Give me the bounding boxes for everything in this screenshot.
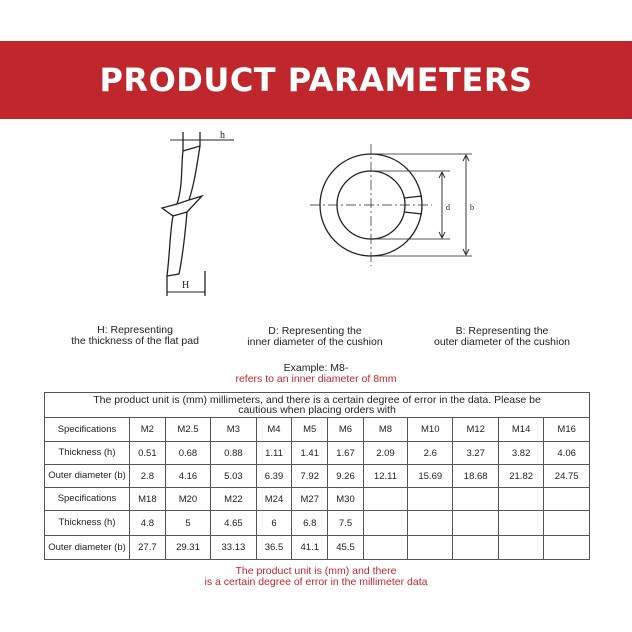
row-header: Thickness (h): [45, 442, 130, 465]
table-cell: [408, 488, 453, 511]
table-cell: M10: [408, 418, 453, 442]
caption-line: outer diameter of the cushion: [434, 336, 570, 348]
table-cell: 7.5: [328, 511, 364, 536]
table-cell: 0.51: [130, 442, 166, 465]
table-cell: [544, 536, 590, 560]
table-cell: M2.5: [165, 418, 210, 442]
table-row: [45, 511, 590, 536]
row-header: Specifications: [45, 418, 130, 442]
table-cell: M24: [256, 488, 292, 511]
table-cell: [498, 511, 543, 536]
table-cell: M18: [130, 488, 166, 511]
table-cell: [498, 488, 543, 511]
table-cell: 3.82: [498, 442, 543, 465]
dimension-h-label: h: [220, 130, 225, 141]
table-cell: M2: [130, 418, 166, 442]
footnote-line: is a certain degree of error in the millimeter data: [204, 576, 428, 588]
caption-line: inner diameter of the cushion: [247, 336, 383, 348]
table-cell: [453, 536, 498, 560]
table-cell: [408, 536, 453, 560]
row-header: Specifications: [45, 488, 130, 511]
footnote: [0, 566, 632, 588]
table-cell: 24.75: [544, 465, 590, 488]
table-row: [45, 418, 590, 442]
table-cell: M20: [165, 488, 210, 511]
table-cell: 2.09: [363, 442, 407, 465]
caption-line: H: Representing: [97, 324, 173, 336]
example-line: Example: M8-: [283, 362, 349, 374]
table-cell: 6.39: [256, 465, 292, 488]
row-header: Outer diameter (b): [45, 465, 130, 488]
table-cell: [453, 511, 498, 536]
page-title: PRODUCT PARAMETERS: [99, 61, 533, 99]
table-cell: [453, 488, 498, 511]
table-cell: 4.06: [544, 442, 590, 465]
table-cell: M22: [211, 488, 256, 511]
table-cell: 41.1: [292, 536, 328, 560]
dimension-d-label: d: [446, 203, 450, 212]
dimension-b-label: b: [470, 203, 474, 212]
row-header: Thickness (h): [45, 511, 130, 536]
table-cell: M5: [292, 418, 328, 442]
table-note: The product unit is (mm) millimeters, and there is a certain degree of error in the data. Please be cautious when placing orders with: [45, 393, 590, 418]
table-cell: M14: [498, 418, 543, 442]
table-cell: 6: [256, 511, 292, 536]
table-cell: 45.5: [328, 536, 364, 560]
table-cell: 1.67: [328, 442, 364, 465]
caption-outer-diameter: [412, 326, 592, 348]
table-cell: 1.11: [256, 442, 292, 465]
table-cell: 5: [165, 511, 210, 536]
table-cell: 1.41: [292, 442, 328, 465]
table-cell: 15.69: [408, 465, 453, 488]
table-cell: 6.8: [292, 511, 328, 536]
table-cell: 12.11: [363, 465, 407, 488]
table-cell: M16: [544, 418, 590, 442]
table-row: [45, 488, 590, 511]
table-cell: 29.31: [165, 536, 210, 560]
table-cell: 4.16: [165, 465, 210, 488]
table-cell: M4: [256, 418, 292, 442]
table-row: [45, 536, 590, 560]
table-cell: [363, 511, 407, 536]
dimension-H-label: H: [182, 280, 190, 291]
table-cell: [498, 536, 543, 560]
table-row: [45, 442, 590, 465]
table-cell: 5.03: [211, 465, 256, 488]
caption-inner-diameter: [225, 326, 405, 348]
table-cell: 18.68: [453, 465, 498, 488]
table-cell: [544, 488, 590, 511]
table-cell: 36.5: [256, 536, 292, 560]
table-cell: 0.68: [165, 442, 210, 465]
table-cell: M6: [328, 418, 364, 442]
table-cell: 2.6: [408, 442, 453, 465]
table-note-row: [45, 393, 590, 418]
caption-line: B: Representing the: [455, 325, 549, 337]
table-cell: 4.65: [211, 511, 256, 536]
table-cell: 27.7: [130, 536, 166, 560]
row-header: Outer diameter (b): [45, 536, 130, 560]
table-cell: 4.8: [130, 511, 166, 536]
example-note: [0, 363, 632, 385]
header-banner: [0, 41, 632, 119]
footnote-line: The product unit is (mm) and there: [235, 565, 397, 577]
table-cell: M30: [328, 488, 364, 511]
example-line-red: refers to an inner diameter of 8mm: [235, 373, 397, 385]
parameter-table: [44, 392, 590, 560]
table-cell: M8: [363, 418, 407, 442]
washer-side-view-diagram: [150, 126, 245, 301]
washer-top-view-diagram: [300, 130, 490, 280]
table-cell: 3.27: [453, 442, 498, 465]
caption-line: the thickness of the flat pad: [71, 335, 199, 347]
table-cell: M12: [453, 418, 498, 442]
table-cell: [408, 511, 453, 536]
table-cell: 0.88: [211, 442, 256, 465]
table-cell: 2.8: [130, 465, 166, 488]
table-cell: [363, 536, 407, 560]
table-cell: 33.13: [211, 536, 256, 560]
table-cell: [363, 488, 407, 511]
table-cell: 7.92: [292, 465, 328, 488]
table-cell: 21.82: [498, 465, 543, 488]
table-cell: M3: [211, 418, 256, 442]
caption-thickness: [45, 325, 225, 347]
table-cell: [544, 511, 590, 536]
caption-line: D: Representing the: [268, 325, 362, 337]
table-row: [45, 465, 590, 488]
table-cell: 9.26: [328, 465, 364, 488]
table-cell: M27: [292, 488, 328, 511]
